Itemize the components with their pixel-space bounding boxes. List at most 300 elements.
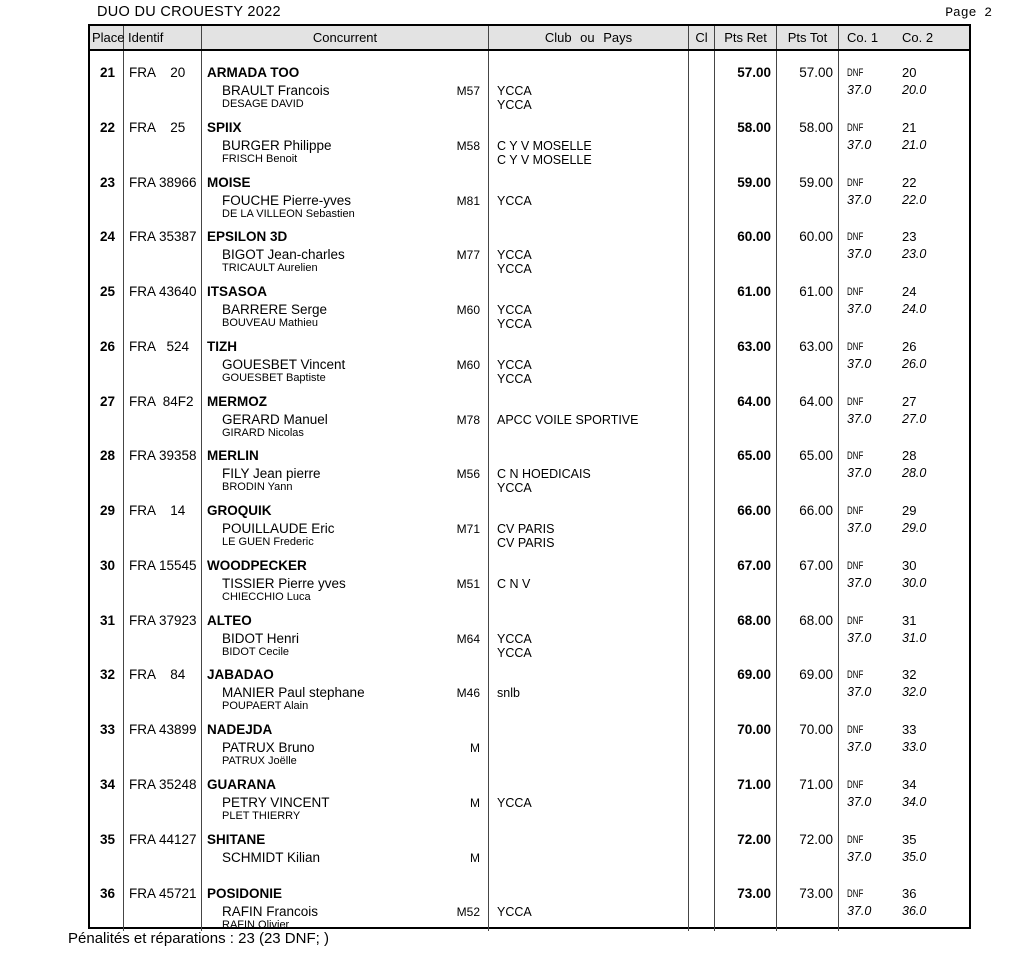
class-cell xyxy=(689,161,715,220)
identif-cell: FRA 524 xyxy=(124,325,202,385)
club-crew: YCCA xyxy=(497,481,532,496)
identif-cell: FRA 84F2 xyxy=(124,380,202,439)
pts-ret-cell: 58.00 xyxy=(715,106,777,166)
boat-name: ARMADA TOO xyxy=(207,65,300,80)
club-skipper: YCCA xyxy=(497,631,532,646)
crew-category: M60 xyxy=(456,357,480,372)
course1-points: 37.0 xyxy=(847,411,872,426)
boat-name: POSIDONIE xyxy=(207,886,283,902)
course1-points: 37.0 xyxy=(847,192,872,207)
concurrent-cell xyxy=(202,434,489,494)
course2-rank: 23 xyxy=(902,229,917,245)
course1-points: 37.0 xyxy=(847,575,872,590)
boat-name: SHITANE xyxy=(207,831,266,847)
courses-cell xyxy=(839,708,969,767)
club-skipper: C Y V MOSELLE xyxy=(497,138,592,153)
class-cell xyxy=(689,872,715,931)
club-cell xyxy=(489,599,689,659)
place-cell: 33 xyxy=(90,708,124,767)
identif-cell: FRA 43899 xyxy=(124,708,202,767)
identif-cell: FRA 35387 xyxy=(124,215,202,275)
crew-category: M81 xyxy=(456,193,480,208)
course2-points: 20.0 xyxy=(902,83,927,97)
table-row xyxy=(90,325,969,386)
club-cell xyxy=(489,380,689,439)
pts-tot-cell: 72.00 xyxy=(777,818,839,873)
pts-ret-cell: 66.00 xyxy=(715,489,777,549)
pts-ret-cell: 60.00 xyxy=(715,215,777,275)
club-cell xyxy=(489,215,689,275)
concurrent-cell xyxy=(202,818,489,873)
club-crew: C Y V MOSELLE xyxy=(497,152,592,167)
course2-rank: 27 xyxy=(902,393,917,409)
table-row xyxy=(90,161,969,220)
crew-name: PATRUX Joëlle xyxy=(222,755,297,767)
boat-name: GUARANA xyxy=(207,776,276,792)
course1-result-code: DNF xyxy=(847,778,864,791)
col-header-cl: Cl xyxy=(689,26,715,49)
penalties-note: Pénalités et réparations : 23 (23 DNF; ) xyxy=(68,930,329,947)
class-cell xyxy=(689,51,715,111)
club-cell xyxy=(489,489,689,549)
concurrent-cell xyxy=(202,599,489,659)
course1-points: 37.0 xyxy=(847,247,872,262)
courses-cell xyxy=(839,599,969,659)
course2-points: 33.0 xyxy=(902,740,927,754)
place-cell: 23 xyxy=(90,161,124,220)
pts-ret-cell: 61.00 xyxy=(715,270,777,330)
crew-name: POUPAERT Alain xyxy=(222,700,309,713)
skipper-name: PETRY VINCENT xyxy=(222,794,330,810)
identif-cell: FRA 15545 xyxy=(124,544,202,603)
course2-rank: 33 xyxy=(902,722,917,737)
class-cell xyxy=(689,270,715,330)
skipper-name: FILY Jean pierre xyxy=(222,466,321,482)
table-row xyxy=(90,544,969,603)
skipper-name: BRAULT Francois xyxy=(222,83,330,98)
course1-points: 37.0 xyxy=(847,740,872,754)
place-cell: 22 xyxy=(90,106,124,166)
courses-cell xyxy=(839,489,969,549)
skipper-name: FOUCHE Pierre-yves xyxy=(222,192,352,208)
club-skipper: YCCA xyxy=(497,248,532,263)
boat-name: MERMOZ xyxy=(207,393,267,409)
boat-name: MERLIN xyxy=(207,448,259,464)
course1-points: 37.0 xyxy=(847,630,872,645)
pts-tot-cell: 66.00 xyxy=(777,489,839,549)
skipper-name: BARRERE Serge xyxy=(222,302,328,317)
course2-points: 35.0 xyxy=(902,849,927,864)
identif-cell: FRA 35248 xyxy=(124,763,202,822)
class-cell xyxy=(689,380,715,439)
course2-points: 26.0 xyxy=(902,356,927,371)
concurrent-cell xyxy=(202,653,489,712)
place-cell: 21 xyxy=(90,51,124,111)
place-cell: 25 xyxy=(90,270,124,330)
skipper-name: TISSIER Pierre yves xyxy=(222,575,346,591)
club-skipper: YCCA xyxy=(497,303,532,317)
pts-tot-cell: 61.00 xyxy=(777,270,839,330)
club-skipper: YCCA xyxy=(497,193,532,208)
class-cell xyxy=(689,599,715,659)
skipper-name: BIDOT Henri xyxy=(222,630,300,646)
course2-points: 32.0 xyxy=(902,685,927,700)
class-cell xyxy=(689,544,715,603)
skipper-name: PATRUX Bruno xyxy=(222,740,315,755)
course1-result-code: DNF xyxy=(847,833,864,846)
crew-category: M56 xyxy=(456,467,480,482)
crew-name: BIDOT Cecile xyxy=(222,645,290,658)
courses-cell xyxy=(839,872,969,931)
pts-ret-cell: 68.00 xyxy=(715,599,777,659)
course2-rank: 30 xyxy=(902,557,917,573)
club-cell xyxy=(489,653,689,712)
course2-rank: 31 xyxy=(902,612,917,628)
course1-result-code: DNF xyxy=(847,505,864,517)
club-cell xyxy=(489,708,689,767)
table-row xyxy=(90,215,969,277)
pts-ret-cell: 59.00 xyxy=(715,161,777,220)
identif-cell: FRA 14 xyxy=(124,489,202,549)
concurrent-cell xyxy=(202,325,489,385)
crew-category: M52 xyxy=(456,905,480,920)
boat-name: ALTEO xyxy=(207,612,252,628)
pts-tot-cell: 69.00 xyxy=(777,653,839,712)
col-header-concurrent: Concurrent xyxy=(202,26,489,49)
table-row xyxy=(90,51,969,112)
course2-points: 24.0 xyxy=(902,302,927,316)
pts-tot-cell: 68.00 xyxy=(777,599,839,659)
course1-points: 37.0 xyxy=(847,685,872,700)
club-crew: YCCA xyxy=(497,645,532,660)
course2-rank: 24 xyxy=(902,284,917,299)
crew-name: DESAGE DAVID xyxy=(222,98,304,110)
table-row xyxy=(90,708,969,767)
identif-cell: FRA 45721 xyxy=(124,872,202,931)
boat-name: NADEJDA xyxy=(207,722,273,737)
concurrent-cell xyxy=(202,763,489,822)
course2-points: 28.0 xyxy=(902,466,927,481)
club-crew: YCCA xyxy=(497,371,532,386)
concurrent-cell xyxy=(202,380,489,439)
courses-cell xyxy=(839,106,969,166)
class-cell xyxy=(689,708,715,767)
table-row xyxy=(90,872,969,932)
skipper-name: GERARD Manuel xyxy=(222,411,328,427)
concurrent-cell xyxy=(202,872,489,931)
course2-rank: 32 xyxy=(902,667,917,683)
class-cell xyxy=(689,325,715,385)
place-cell: 36 xyxy=(90,872,124,931)
course1-points: 37.0 xyxy=(847,521,872,535)
club-cell xyxy=(489,270,689,330)
place-cell: 34 xyxy=(90,763,124,822)
club-crew: YCCA xyxy=(497,262,532,277)
club-cell xyxy=(489,872,689,931)
place-cell: 30 xyxy=(90,544,124,603)
place-cell: 24 xyxy=(90,215,124,275)
col-header-pts-ret: Pts Ret xyxy=(715,26,777,49)
club-crew: CV PARIS xyxy=(497,536,555,550)
pts-ret-cell: 72.00 xyxy=(715,818,777,873)
course2-rank: 21 xyxy=(902,119,917,135)
club-skipper: YCCA xyxy=(497,357,532,372)
identif-cell: FRA 37923 xyxy=(124,599,202,659)
col-header-courses xyxy=(839,26,969,49)
concurrent-cell xyxy=(202,51,489,111)
crew-name: BRODIN Yann xyxy=(222,481,293,494)
crew-name: BOUVEAU Mathieu xyxy=(222,317,318,329)
concurrent-cell xyxy=(202,544,489,603)
courses-cell xyxy=(839,653,969,712)
crew-name: GIRARD Nicolas xyxy=(222,426,304,439)
course1-result-code: DNF xyxy=(847,67,864,79)
concurrent-cell xyxy=(202,215,489,275)
pts-tot-cell: 70.00 xyxy=(777,708,839,767)
page-title: DUO DU CROUESTY 2022 xyxy=(97,4,281,20)
identif-cell: FRA 44127 xyxy=(124,818,202,873)
crew-category: M xyxy=(470,795,480,810)
skipper-name: MANIER Paul stephane xyxy=(222,685,365,701)
col-header-place: Place xyxy=(90,26,124,49)
table-row xyxy=(90,653,969,713)
course2-points: 23.0 xyxy=(902,247,927,262)
crew-category: M46 xyxy=(456,686,480,701)
boat-name: TIZH xyxy=(207,338,237,354)
club-cell xyxy=(489,818,689,873)
identif-cell: FRA 43640 xyxy=(124,270,202,330)
crew-category: M64 xyxy=(456,631,480,646)
boat-name: EPSILON 3D xyxy=(207,229,288,245)
identif-cell: FRA 84 xyxy=(124,653,202,712)
courses-cell xyxy=(839,215,969,275)
crew-category: M51 xyxy=(456,576,480,591)
table-row xyxy=(90,270,969,331)
club-crew: YCCA xyxy=(497,98,532,112)
class-cell xyxy=(689,489,715,549)
pts-tot-cell: 71.00 xyxy=(777,763,839,822)
crew-category: M78 xyxy=(456,412,480,427)
class-cell xyxy=(689,653,715,712)
crew-category: M57 xyxy=(456,84,480,98)
concurrent-cell xyxy=(202,489,489,549)
table-row xyxy=(90,763,969,822)
pts-tot-cell: 63.00 xyxy=(777,325,839,385)
course1-result-code: DNF xyxy=(847,614,864,627)
table-header-row xyxy=(90,26,969,51)
club-skipper: CV PARIS xyxy=(497,522,555,536)
pts-ret-cell: 64.00 xyxy=(715,380,777,439)
courses-cell xyxy=(839,270,969,330)
crew-category: M58 xyxy=(456,138,480,153)
pts-tot-cell: 73.00 xyxy=(777,872,839,931)
col-header-pts-tot: Pts Tot xyxy=(777,26,839,49)
col-header-co2: Co. 2 xyxy=(902,30,934,45)
course1-result-code: DNF xyxy=(847,340,864,353)
courses-cell xyxy=(839,544,969,603)
crew-category: M60 xyxy=(456,303,480,317)
table-row xyxy=(90,380,969,439)
pts-ret-cell: 67.00 xyxy=(715,544,777,603)
pts-tot-cell: 65.00 xyxy=(777,434,839,494)
course2-rank: 26 xyxy=(902,338,917,354)
course1-result-code: DNF xyxy=(847,395,864,408)
pts-ret-cell: 63.00 xyxy=(715,325,777,385)
course1-result-code: DNF xyxy=(847,450,864,463)
place-cell: 28 xyxy=(90,434,124,494)
skipper-name: BURGER Philippe xyxy=(222,137,332,153)
course2-rank: 29 xyxy=(902,503,917,518)
pts-ret-cell: 57.00 xyxy=(715,51,777,111)
courses-cell xyxy=(839,763,969,822)
crew-category: M xyxy=(470,850,480,865)
col-header-club: Club ou Pays xyxy=(489,26,689,49)
boat-name: SPIIX xyxy=(207,119,242,135)
course2-rank: 22 xyxy=(902,174,917,190)
class-cell xyxy=(689,763,715,822)
crew-name: PLET THIERRY xyxy=(222,809,301,822)
courses-cell xyxy=(839,51,969,111)
concurrent-cell xyxy=(202,270,489,330)
course1-result-code: DNF xyxy=(847,286,864,298)
class-cell xyxy=(689,434,715,494)
club-skipper: C N V xyxy=(497,576,531,591)
place-cell: 32 xyxy=(90,653,124,712)
club-skipper: YCCA xyxy=(497,905,532,920)
crew-name: DE LA VILLEON Sebastien xyxy=(222,207,355,220)
table-body xyxy=(90,51,969,932)
club-crew: YCCA xyxy=(497,795,532,810)
course1-points: 37.0 xyxy=(847,302,872,316)
course1-points: 37.0 xyxy=(847,466,872,481)
table-row xyxy=(90,106,969,167)
crew-name: CHIECCHIO Luca xyxy=(222,590,311,603)
pts-tot-cell: 59.00 xyxy=(777,161,839,220)
course1-result-code: DNF xyxy=(847,888,864,901)
skipper-name: RAFIN Francois xyxy=(222,904,319,920)
club-cell xyxy=(489,434,689,494)
skipper-name: GOUESBET Vincent xyxy=(222,356,346,372)
results-table xyxy=(88,24,971,932)
crew-category: M xyxy=(470,741,480,755)
club-cell xyxy=(489,763,689,822)
class-cell xyxy=(689,106,715,166)
pts-tot-cell: 64.00 xyxy=(777,380,839,439)
club-cell xyxy=(489,161,689,220)
club-skipper: YCCA xyxy=(497,84,532,98)
course2-points: 22.0 xyxy=(902,192,927,207)
club-cell xyxy=(489,325,689,385)
course1-points: 37.0 xyxy=(847,356,872,371)
course2-points: 27.0 xyxy=(902,411,927,426)
table-row xyxy=(90,489,969,550)
concurrent-cell xyxy=(202,161,489,220)
place-cell: 29 xyxy=(90,489,124,549)
place-cell: 35 xyxy=(90,818,124,873)
course1-result-code: DNF xyxy=(847,121,864,134)
crew-name: LE GUEN Frederic xyxy=(222,536,314,548)
skipper-name: BIGOT Jean-charles xyxy=(222,247,345,263)
club-cell xyxy=(489,544,689,603)
pts-tot-cell: 60.00 xyxy=(777,215,839,275)
col-header-identif: Identif xyxy=(124,26,202,49)
pts-ret-cell: 71.00 xyxy=(715,763,777,822)
courses-cell xyxy=(839,325,969,385)
pts-ret-cell: 69.00 xyxy=(715,653,777,712)
course1-points: 37.0 xyxy=(847,137,872,152)
table-row xyxy=(90,434,969,496)
course2-rank: 34 xyxy=(902,776,917,792)
club-skipper: snlb xyxy=(497,686,520,701)
course1-points: 37.0 xyxy=(847,904,872,919)
boat-name: GROQUIK xyxy=(207,503,272,518)
identif-cell: FRA 39358 xyxy=(124,434,202,494)
course1-result-code: DNF xyxy=(847,231,864,244)
crew-name: RAFIN Olivier xyxy=(222,919,290,932)
class-cell xyxy=(689,818,715,873)
pts-ret-cell: 65.00 xyxy=(715,434,777,494)
crew-name: FRISCH Benoit xyxy=(222,152,298,165)
col-header-co1: Co. 1 xyxy=(847,30,879,45)
concurrent-cell xyxy=(202,708,489,767)
course1-points: 37.0 xyxy=(847,83,872,97)
boat-name: MOISE xyxy=(207,174,251,190)
identif-cell: FRA 25 xyxy=(124,106,202,166)
course1-result-code: DNF xyxy=(847,724,864,736)
class-cell xyxy=(689,215,715,275)
pts-tot-cell: 67.00 xyxy=(777,544,839,603)
place-cell: 26 xyxy=(90,325,124,385)
crew-name: TRICAULT Aurelien xyxy=(222,262,318,275)
crew-name: GOUESBET Baptiste xyxy=(222,371,326,384)
course2-rank: 28 xyxy=(902,448,917,464)
pts-tot-cell: 58.00 xyxy=(777,106,839,166)
club-cell xyxy=(489,106,689,166)
course2-rank: 35 xyxy=(902,831,917,847)
pts-tot-cell: 57.00 xyxy=(777,51,839,111)
courses-cell xyxy=(839,161,969,220)
club-skipper: APCC VOILE SPORTIVE xyxy=(497,412,639,427)
course1-result-code: DNF xyxy=(847,559,864,572)
course2-points: 34.0 xyxy=(902,794,927,809)
courses-cell xyxy=(839,434,969,494)
crew-category: M77 xyxy=(456,248,480,263)
pts-ret-cell: 70.00 xyxy=(715,708,777,767)
course2-rank: 20 xyxy=(902,65,917,80)
courses-cell xyxy=(839,380,969,439)
identif-cell: FRA 38966 xyxy=(124,161,202,220)
courses-cell xyxy=(839,818,969,873)
boat-name: ITSASOA xyxy=(207,284,268,299)
boat-name: JABADAO xyxy=(207,667,274,683)
course1-result-code: DNF xyxy=(847,176,864,189)
identif-cell: FRA 20 xyxy=(124,51,202,111)
concurrent-cell xyxy=(202,106,489,166)
skipper-name: POUILLAUDE Eric xyxy=(222,521,335,536)
course2-points: 31.0 xyxy=(902,630,927,645)
course2-points: 36.0 xyxy=(902,904,927,919)
club-skipper: C N HOEDICAIS xyxy=(497,467,591,482)
boat-name: WOODPECKER xyxy=(207,557,307,573)
course2-points: 29.0 xyxy=(902,521,927,535)
crew-category: M71 xyxy=(456,522,480,536)
course2-rank: 36 xyxy=(902,886,917,902)
course1-result-code: DNF xyxy=(847,669,864,682)
pts-ret-cell: 73.00 xyxy=(715,872,777,931)
place-cell: 27 xyxy=(90,380,124,439)
course2-points: 30.0 xyxy=(902,575,927,590)
course1-points: 37.0 xyxy=(847,794,872,809)
